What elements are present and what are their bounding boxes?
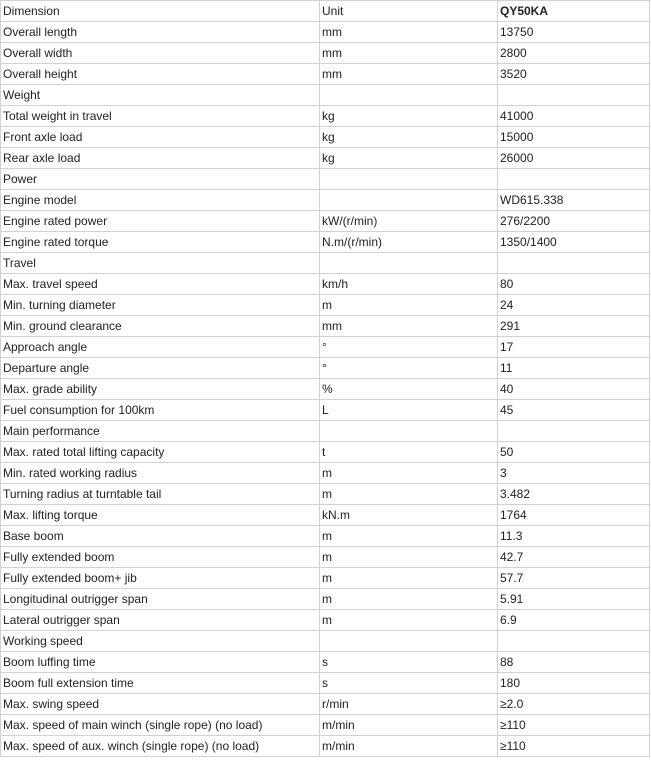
table-row (1, 64, 650, 85)
row-value: 41000 (498, 106, 650, 127)
table-row (1, 400, 650, 421)
table-row (1, 211, 650, 232)
row-parameter: Max. lifting torque (1, 505, 320, 526)
table-row (1, 106, 650, 127)
table-row (1, 379, 650, 400)
row-value: 26000 (498, 148, 650, 169)
row-value: 80 (498, 274, 650, 295)
row-unit: % (320, 379, 498, 400)
table-row (1, 442, 650, 463)
row-value: 11 (498, 358, 650, 379)
row-parameter: Main performance (1, 421, 320, 442)
row-parameter: Min. rated working radius (1, 463, 320, 484)
row-value: ≥110 (498, 715, 650, 736)
table-row (1, 43, 650, 64)
row-unit: mm (320, 22, 498, 43)
row-value: WD615.338 (498, 190, 650, 211)
row-unit (320, 169, 498, 190)
table-row (1, 274, 650, 295)
row-unit: m (320, 295, 498, 316)
row-value: 2800 (498, 43, 650, 64)
row-unit: ° (320, 358, 498, 379)
row-parameter: Max. travel speed (1, 274, 320, 295)
row-value: 88 (498, 652, 650, 673)
row-parameter: Longitudinal outrigger span (1, 589, 320, 610)
row-parameter: Departure angle (1, 358, 320, 379)
table-row (1, 253, 650, 274)
row-value: 180 (498, 673, 650, 694)
row-unit: mm (320, 316, 498, 337)
row-unit: N.m/(r/min) (320, 232, 498, 253)
table-row (1, 316, 650, 337)
row-unit: m (320, 589, 498, 610)
row-value: 13750 (498, 22, 650, 43)
table-row (1, 337, 650, 358)
row-unit: kg (320, 127, 498, 148)
row-value: 1350/1400 (498, 232, 650, 253)
row-value (498, 85, 650, 106)
table-row (1, 694, 650, 715)
row-parameter: Weight (1, 85, 320, 106)
row-value: 40 (498, 379, 650, 400)
row-unit: m (320, 526, 498, 547)
row-unit: m (320, 610, 498, 631)
row-parameter: Travel (1, 253, 320, 274)
table-row (1, 85, 650, 106)
row-unit: m (320, 568, 498, 589)
row-parameter: Max. rated total lifting capacity (1, 442, 320, 463)
row-parameter: Fully extended boom+ jib (1, 568, 320, 589)
row-unit: mm (320, 64, 498, 85)
row-parameter: Engine model (1, 190, 320, 211)
table-row (1, 22, 650, 43)
row-parameter: Fully extended boom (1, 547, 320, 568)
row-unit: kg (320, 148, 498, 169)
row-parameter: Approach angle (1, 337, 320, 358)
row-value: 3.482 (498, 484, 650, 505)
row-parameter: Rear axle load (1, 148, 320, 169)
table-row (1, 547, 650, 568)
row-parameter: Working speed (1, 631, 320, 652)
header-dimension: Dimension (1, 1, 320, 22)
row-parameter: Min. turning diameter (1, 295, 320, 316)
table-row (1, 568, 650, 589)
row-unit (320, 421, 498, 442)
row-value: ≥2.0 (498, 694, 650, 715)
table-row (1, 589, 650, 610)
row-parameter: Max. grade ability (1, 379, 320, 400)
table-header-row (1, 1, 650, 22)
row-value: 291 (498, 316, 650, 337)
row-value (498, 253, 650, 274)
row-value: 42.7 (498, 547, 650, 568)
row-value: 1764 (498, 505, 650, 526)
table-row (1, 736, 650, 757)
spec-table-body (1, 1, 650, 757)
row-parameter: Boom luffing time (1, 652, 320, 673)
header-model: QY50KA (498, 1, 650, 22)
table-row (1, 673, 650, 694)
table-row (1, 715, 650, 736)
row-unit: mm (320, 43, 498, 64)
table-row (1, 505, 650, 526)
row-parameter: Engine rated torque (1, 232, 320, 253)
table-row (1, 295, 650, 316)
row-unit (320, 253, 498, 274)
row-unit: m (320, 463, 498, 484)
table-row (1, 610, 650, 631)
row-unit: t (320, 442, 498, 463)
row-parameter: Engine rated power (1, 211, 320, 232)
table-row (1, 232, 650, 253)
row-parameter: Front axle load (1, 127, 320, 148)
table-row (1, 652, 650, 673)
row-parameter: Max. speed of aux. winch (single rope) (no load) (1, 736, 320, 757)
row-value: ≥110 (498, 736, 650, 757)
row-parameter: Lateral outrigger span (1, 610, 320, 631)
table-row (1, 631, 650, 652)
table-row (1, 148, 650, 169)
row-value: 3 (498, 463, 650, 484)
row-unit: ° (320, 337, 498, 358)
row-parameter: Overall width (1, 43, 320, 64)
row-unit: m (320, 484, 498, 505)
row-parameter: Overall length (1, 22, 320, 43)
row-parameter: Overall height (1, 64, 320, 85)
row-value: 3520 (498, 64, 650, 85)
table-row (1, 169, 650, 190)
row-parameter: Fuel consumption for 100km (1, 400, 320, 421)
table-row (1, 421, 650, 442)
row-parameter: Total weight in travel (1, 106, 320, 127)
row-unit: kN.m (320, 505, 498, 526)
row-unit: r/min (320, 694, 498, 715)
row-unit: kg (320, 106, 498, 127)
row-unit: s (320, 673, 498, 694)
row-value: 15000 (498, 127, 650, 148)
table-row (1, 190, 650, 211)
row-value (498, 169, 650, 190)
row-unit (320, 85, 498, 106)
row-parameter: Max. speed of main winch (single rope) (no load) (1, 715, 320, 736)
row-value: 24 (498, 295, 650, 316)
row-value: 50 (498, 442, 650, 463)
row-parameter: Base boom (1, 526, 320, 547)
row-value: 5.91 (498, 589, 650, 610)
header-unit: Unit (320, 1, 498, 22)
row-parameter: Boom full extension time (1, 673, 320, 694)
row-value: 11.3 (498, 526, 650, 547)
row-value: 276/2200 (498, 211, 650, 232)
row-unit: m/min (320, 715, 498, 736)
row-unit (320, 190, 498, 211)
row-unit: kW/(r/min) (320, 211, 498, 232)
row-unit: km/h (320, 274, 498, 295)
row-parameter: Min. ground clearance (1, 316, 320, 337)
row-value: 17 (498, 337, 650, 358)
row-unit: L (320, 400, 498, 421)
row-value (498, 631, 650, 652)
table-row (1, 127, 650, 148)
row-parameter: Power (1, 169, 320, 190)
table-row (1, 463, 650, 484)
row-parameter: Max. swing speed (1, 694, 320, 715)
row-parameter: Turning radius at turntable tail (1, 484, 320, 505)
row-value: 57.7 (498, 568, 650, 589)
row-unit: s (320, 652, 498, 673)
row-value: 45 (498, 400, 650, 421)
table-row (1, 484, 650, 505)
row-unit (320, 631, 498, 652)
row-unit: m (320, 547, 498, 568)
row-value: 6.9 (498, 610, 650, 631)
table-row (1, 358, 650, 379)
table-row (1, 526, 650, 547)
row-value (498, 421, 650, 442)
row-unit: m/min (320, 736, 498, 757)
